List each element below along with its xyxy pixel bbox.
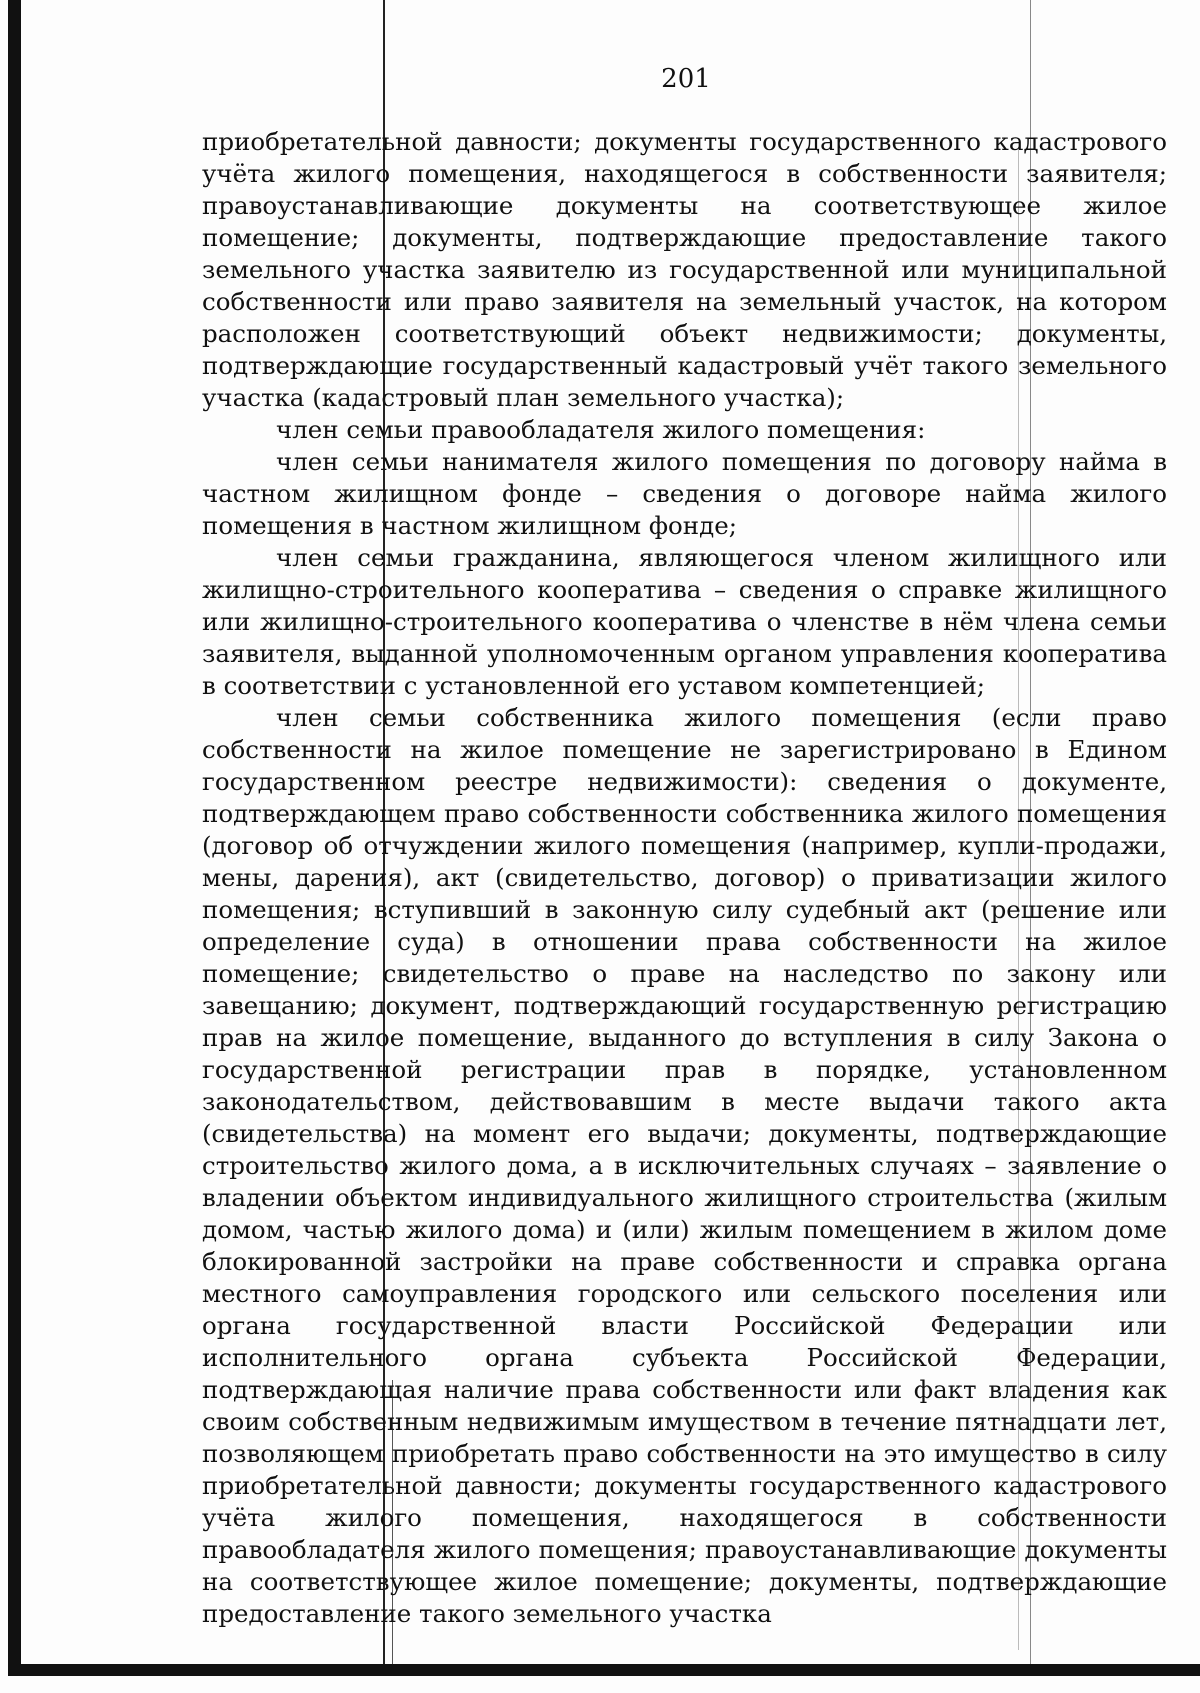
- page-number: 201: [661, 64, 711, 94]
- scan-bottom-edge: [8, 1664, 1200, 1676]
- paragraph-family-member-heading: член семьи правообладателя жилого помещения:: [276, 415, 926, 444]
- body-text: [202, 126, 1167, 1630]
- scan-left-edge: [8, 0, 21, 1665]
- paragraph-continuation: приобретательной давности; документы государственного кадастрового учёта жилого помещения, находящегося в собственности заявителя; правоустанавливающие документы на соответствующее жилое помещение; документы, подтверждающие предоставление такого земельного участка заявителю из государственной или муниципальной собственности или право заявителя на земельный участок, на котором расположен соответствующий объект недвижимости; документы, подтверждающие государственный кадастровый учёт такого земельного участка (кадастровый план земельного участка);: [202, 127, 1167, 412]
- paragraph-cooperative-family: член семьи гражданина, являющегося членом жилищного или жилищно-строительного кооператива – сведения о справке жилищного или жилищно-строительного кооператива о членстве в нём члена семьи заявителя, выданной уполномоченным органом управления кооператива в соответствии с установленной его уставом компетенцией;: [202, 543, 1167, 700]
- paragraph-owner-family: член семьи собственника жилого помещения (если право собственности на жилое помещение не зарегистрировано в Едином государственном реестре недвижимости): сведения о документе, подтверждающем право собственности собственника жилого помещения (договор об отчуждении жилого помещения (например, купли-продажи, мены, дарения), акт (свидетельство, договор) о приватизации жилого помещения; вступивший в законную силу судебный акт (решение или определение суда) в отношении права собственности на жилое помещение; свидетельство о праве на наследство по закону или завещанию; документ, подтверждающий государственную регистрацию прав на жилое помещение, выданного до вступления в силу Закона о государственной регистрации прав в порядке, установленном законодательством, действовавшим в месте выдачи такого акта (свидетельства) на момент его выдачи; документы, подтверждающие строительство жилого дома, а в исключительных случаях – заявление о владении объектом индивидуального жилищного строительства (жилым домом, частью жилого дома) и (или) жилым помещением в жилом доме блокированной застройки на праве собственности и справка органа местного самоуправления городского или сельского поселения или органа государственной власти Российской Федерации или исполнительного органа субъекта Российской Федерации, подтверждающая наличие права собственности или факт владения как своим собственным недвижимым имуществом в течение пятнадцати лет, позволяющем приобретать право собственности на это имущество в силу приобретательной давности; документы государственного кадастрового учёта жилого помещения, находящегося в собственности правообладателя жилого помещения; правоустанавливающие документы на соответствующее жилое помещение; документы, подтверждающие предоставление такого земельного участка: [202, 703, 1167, 1628]
- paragraph-tenant-family: член семьи нанимателя жилого помещения по договору найма в частном жилищном фонде – сведения о договоре найма жилого помещения в частном жилищном фонде;: [202, 447, 1167, 540]
